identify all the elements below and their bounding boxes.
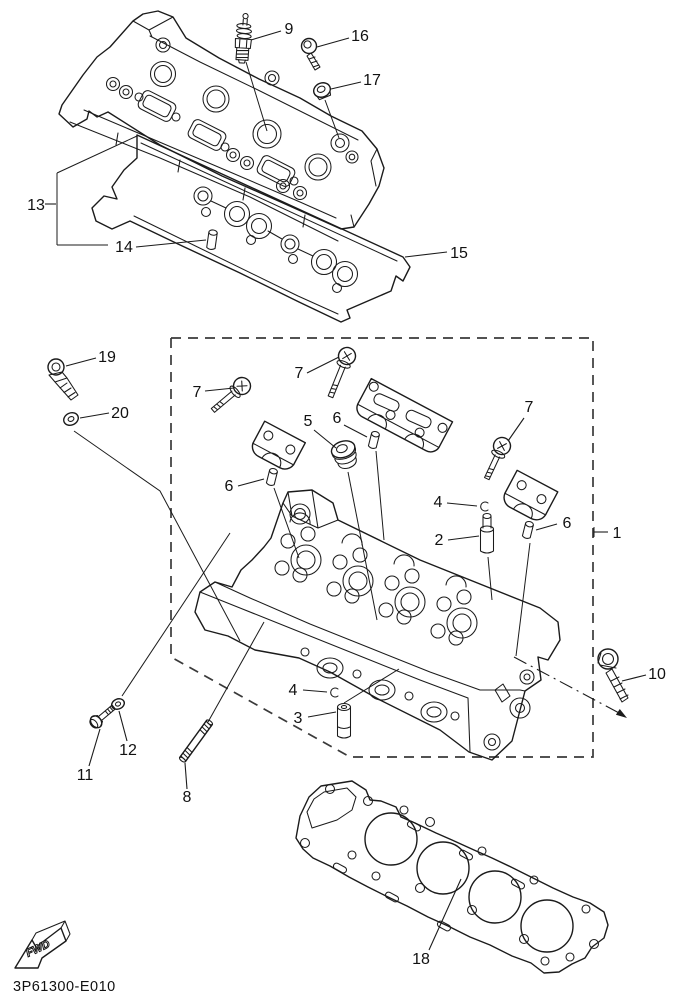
leader-4a — [447, 503, 477, 506]
leader-6a — [344, 425, 367, 437]
callout-label-5: 5 — [303, 413, 313, 430]
cap-5-insert — [348, 472, 377, 620]
leader-20 — [80, 413, 109, 418]
callout-label-6c: 6 — [562, 515, 572, 532]
guide-2-insert — [488, 557, 492, 600]
cam-cap-bridge — [353, 379, 452, 456]
fwd-direction-marker — [15, 921, 70, 968]
leader-8 — [185, 763, 187, 789]
callout-label-3: 3 — [293, 710, 303, 727]
cover-bolt-grommet — [311, 80, 332, 100]
callout-label-1: 1 — [612, 525, 622, 542]
valve-guide-2 — [481, 514, 494, 554]
head-cover-bolt — [302, 39, 321, 71]
leader-6c — [536, 524, 557, 530]
cam-cap-right — [500, 470, 558, 523]
plug-hole-seals — [194, 187, 358, 293]
spark-plug-insert — [246, 62, 267, 131]
callout-layer — [27, 21, 666, 968]
circlip-4b — [331, 688, 338, 697]
blind-plug-5 — [329, 438, 360, 472]
head-front-ports — [301, 648, 459, 722]
leader-11 — [89, 729, 100, 766]
leader-16 — [317, 38, 349, 47]
callout-label-12: 12 — [119, 742, 137, 759]
callout-label-10: 10 — [648, 666, 666, 683]
callout-label-7b: 7 — [294, 365, 304, 382]
stud-bolt-8 — [179, 719, 214, 763]
gasket-dowel-pin — [207, 229, 218, 250]
callout-label-8: 8 — [182, 789, 192, 806]
circlip-4a — [481, 502, 488, 511]
leader-2 — [448, 536, 479, 540]
callout-label-18: 18 — [412, 951, 430, 968]
cam-cap-bolt-7c — [479, 435, 513, 483]
leader-7b — [307, 357, 339, 373]
leader-10 — [622, 675, 646, 681]
valve-guide-3 — [338, 704, 351, 739]
callout-label-14: 14 — [115, 239, 133, 256]
fwd-label: FWD — [24, 938, 52, 960]
callout-label-19: 19 — [98, 349, 116, 366]
leader-3 — [308, 712, 336, 717]
leader-17 — [331, 82, 361, 89]
callout-label-4a: 4 — [433, 494, 443, 511]
callout-label-2: 2 — [434, 532, 444, 549]
callout-label-4b: 4 — [288, 682, 298, 699]
head-end-bosses — [484, 670, 534, 750]
leader-15 — [405, 252, 447, 257]
callout-label-16: 16 — [351, 28, 369, 45]
leader-9 — [251, 31, 281, 40]
leader-5 — [314, 430, 336, 448]
leader-7a — [205, 388, 234, 391]
cylinder-head — [195, 490, 560, 760]
head-bolt-10 — [598, 649, 628, 702]
bracket-13-top — [57, 136, 137, 173]
callout-label-6b: 6 — [224, 478, 234, 495]
washer-20-insert — [74, 431, 240, 641]
callout-label-15: 15 — [450, 245, 468, 262]
leader-7c — [508, 418, 524, 441]
dowel-pin-6b — [266, 468, 278, 487]
leader-18 — [429, 879, 461, 950]
callout-label-9: 9 — [284, 21, 294, 38]
callout-label-13: 13 — [27, 197, 45, 214]
callout-label-20: 20 — [111, 405, 129, 422]
cam-cap-bolt-7a — [207, 374, 254, 417]
callout-label-6a: 6 — [332, 410, 342, 427]
washer-12 — [110, 697, 126, 711]
dowel-6a-insert — [376, 451, 384, 540]
cylinder-head-cover — [59, 11, 384, 241]
socket-bolt-19 — [48, 359, 78, 400]
callout-label-7c: 7 — [524, 399, 534, 416]
head-top-details — [275, 504, 477, 645]
bolt-10-axis-arrowhead — [616, 709, 627, 718]
dowel-pin-6c — [522, 521, 534, 540]
callout-label-7a: 7 — [192, 384, 202, 401]
leader-6b — [238, 479, 264, 486]
callout-label-17: 17 — [363, 72, 381, 89]
washer-12-insert — [122, 533, 230, 696]
cylinder-head-gasket — [296, 781, 608, 973]
head-cover-gasket — [92, 135, 410, 322]
dowel-pin-6a — [368, 431, 380, 450]
leader-4b — [303, 690, 327, 692]
stud-8-insert — [208, 622, 264, 722]
flange-bolt-11 — [87, 702, 118, 731]
spark-plug — [234, 13, 253, 64]
cam-cap-left — [249, 421, 306, 473]
leader-12 — [119, 711, 127, 741]
washer-20 — [62, 410, 81, 427]
leader-19 — [66, 358, 96, 366]
callout-label-11: 11 — [76, 767, 94, 784]
cam-cap-bolt-7b — [323, 345, 358, 400]
diagram-part-code: 3P61300-E010 — [13, 979, 116, 995]
